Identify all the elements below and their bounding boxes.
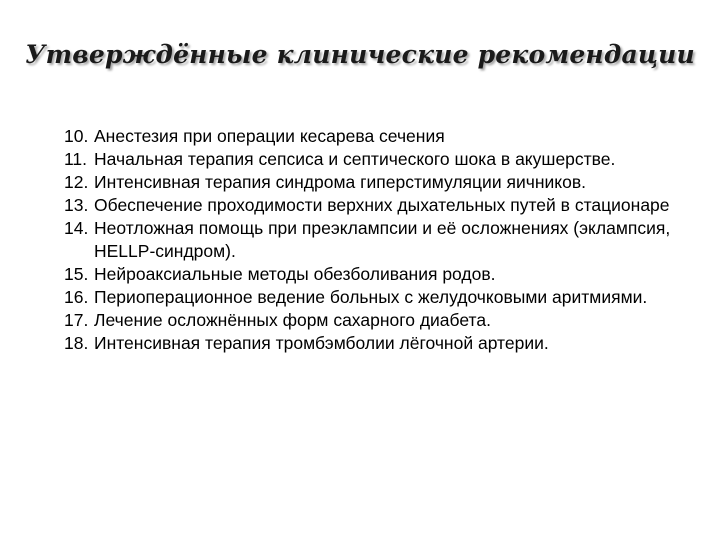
list-item-text: Анестезия при операции кесарева сечения [94, 126, 445, 146]
recommendations-list [64, 125, 684, 355]
list-item-number: 15. [64, 264, 89, 284]
list-item [64, 171, 684, 194]
list-item-text: Обеспечение проходимости верхних дыхательных путей в стационаре [94, 195, 670, 215]
list-item-number: 16. [64, 287, 89, 307]
list-item-text: Интенсивная терапия тромбэмболии лёгочной артерии. [94, 333, 549, 353]
list-item-text: Начальная терапия сепсиса и септического шока в акушерстве. [94, 149, 616, 169]
list-item-text: Периоперационное ведение больных с желудочковыми аритмиями. [94, 287, 648, 307]
list-item-number: 13. [64, 195, 89, 215]
list-item-number: 12. [64, 172, 89, 192]
list-item-number: 14. [64, 218, 89, 238]
list-item-text: Нейроаксиальные методы обезболивания родов. [94, 264, 496, 284]
list-item [64, 194, 684, 217]
list-item [64, 148, 684, 171]
list-item [64, 263, 684, 286]
list-item-text: Лечение осложнённых форм сахарного диабета. [94, 310, 491, 330]
list-item [64, 309, 684, 332]
list-item-text: Неотложная помощь при преэклампсии и её осложнениях (эклампсия, HELLP-синдром). [94, 218, 671, 261]
list-item-number: 11. [64, 149, 88, 169]
list-item [64, 332, 684, 355]
list-item-number: 17. [64, 310, 89, 330]
list-item-text: Интенсивная терапия синдрома гиперстимуляции яичников. [94, 172, 587, 192]
list-item-number: 18. [64, 333, 89, 353]
list-item [64, 217, 684, 263]
list-item [64, 125, 684, 148]
list-item-number: 10. [64, 126, 89, 146]
list-item [64, 286, 684, 309]
slide-title: Утверждённые клинические рекомендации [25, 40, 695, 69]
